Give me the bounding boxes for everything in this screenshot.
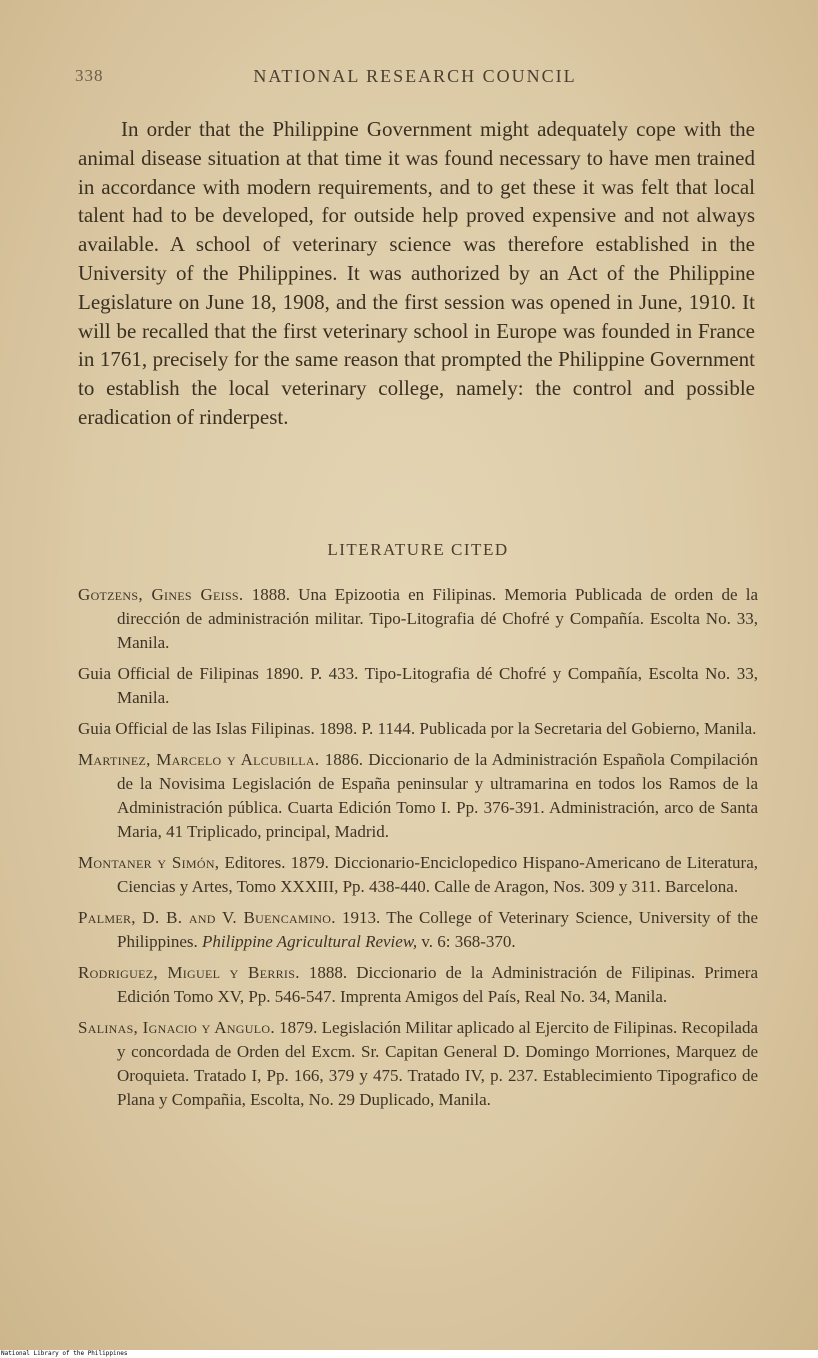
reference-entry	[78, 906, 758, 954]
reference-text: 1888. Diccionario de la Administración de Filipinas. Primera Edición Tomo XV, Pp. 546-547. Imprenta Amigos del País, Real No. 34, Manila.	[117, 963, 759, 1006]
reference-author: Gotzens, Gines Geiss.	[78, 585, 244, 604]
running-title: NATIONAL RESEARCH COUNCIL	[253, 66, 577, 86]
footer-credit: National Library of the Philippines	[0, 1350, 818, 1358]
reference-citation: v. 6: 368-370.	[417, 932, 516, 951]
reference-author: Salinas, Ignacio y Angulo.	[78, 1018, 275, 1037]
reference-text: 1886. Diccionario de la Administración Española Compilación de la Novisima Legislación de España peninsular y ultramarina en todos los Ramos de la Administración pública. Cuarta Edición Tomo I. Pp. 376-391. Administración, arco de Santa Maria, 41 Triplicado, principal, Madrid.	[117, 750, 758, 841]
reference-entry	[78, 961, 758, 1009]
reference-author: Palmer, D. B. and V. Buencamino.	[78, 908, 336, 927]
reference-entry	[78, 583, 758, 655]
reference-entry	[78, 717, 758, 741]
reference-author: Montaner y Simón,	[78, 853, 220, 872]
reference-text: Guia Official de las Islas Filipinas. 1898. P. 1144. Publicada por la Secretaria del Gobierno, Manila.	[78, 719, 757, 738]
reference-entry	[78, 748, 758, 844]
reference-list	[78, 583, 758, 1119]
page-header	[75, 66, 755, 90]
reference-text: 1888. Una Epizootia en Filipinas. Memoria Publicada de orden de la dirección de administración militar. Tipo-Litografia dé Chofré y Compañía. Escolta No. 33, Manila.	[117, 585, 759, 652]
page-number: 338	[75, 66, 104, 85]
reference-text: 1879. Legislación Militar aplicado al Ejercito de Filipinas. Recopilada y concordada de Orden del Excm. Sr. Capitan General D. Domingo Morriones, Marquez de Oroquieta. Tratado I, Pp. 166, 379 y 475. Tratado IV, p. 237. Establecimiento Tipografico de Plana y Compañia, Escolta, No. 29 Duplicado, Manila.	[117, 1018, 759, 1109]
reference-entry	[78, 1016, 758, 1112]
reference-text: Editores. 1879. Diccionario-Enciclopedico Hispano-Americano de Literatura, Ciencias y Artes, Tomo XXXIII, Pp. 438-440. Calle de Aragon, Nos. 309 y 311. Barcelona.	[117, 853, 758, 896]
reference-text: 1913. The College of Veterinary Science, University of the Philippines.	[117, 908, 758, 951]
reference-author: Rodriguez, Miguel y Berris.	[78, 963, 300, 982]
reference-journal: Philippine Agricultural Review,	[202, 932, 418, 951]
reference-entry	[78, 851, 758, 899]
reference-entry	[78, 662, 758, 710]
reference-author: Martinez, Marcelo y Alcubilla.	[78, 750, 320, 769]
body-paragraph: In order that the Philippine Government might adequately cope with the animal disease situation at that time it was found necessary to have men trained in accordance with modern requirements, and to get these it was felt that local talent had to be developed, for outside help proved expensive and not always available. A school of veterinary science was therefore established in the University of the Philippines. It was authorized by an Act of the Philippine Legislature on June 18, 1908, and the first session was opened in June, 1910. It will be recalled that the first veterinary school in Europe was founded in France in 1761, precisely for the same reason that prompted the Philippine Government to establish the local veterinary college, namely: the control and possible eradication of rinderpest.	[78, 117, 755, 429]
reference-text: Guia Official de Filipinas 1890. P. 433. Tipo-Litografia dé Chofré y Compañía, Escolta No. 33, Manila.	[78, 664, 758, 707]
section-heading: LITERATURE CITED	[327, 540, 509, 559]
